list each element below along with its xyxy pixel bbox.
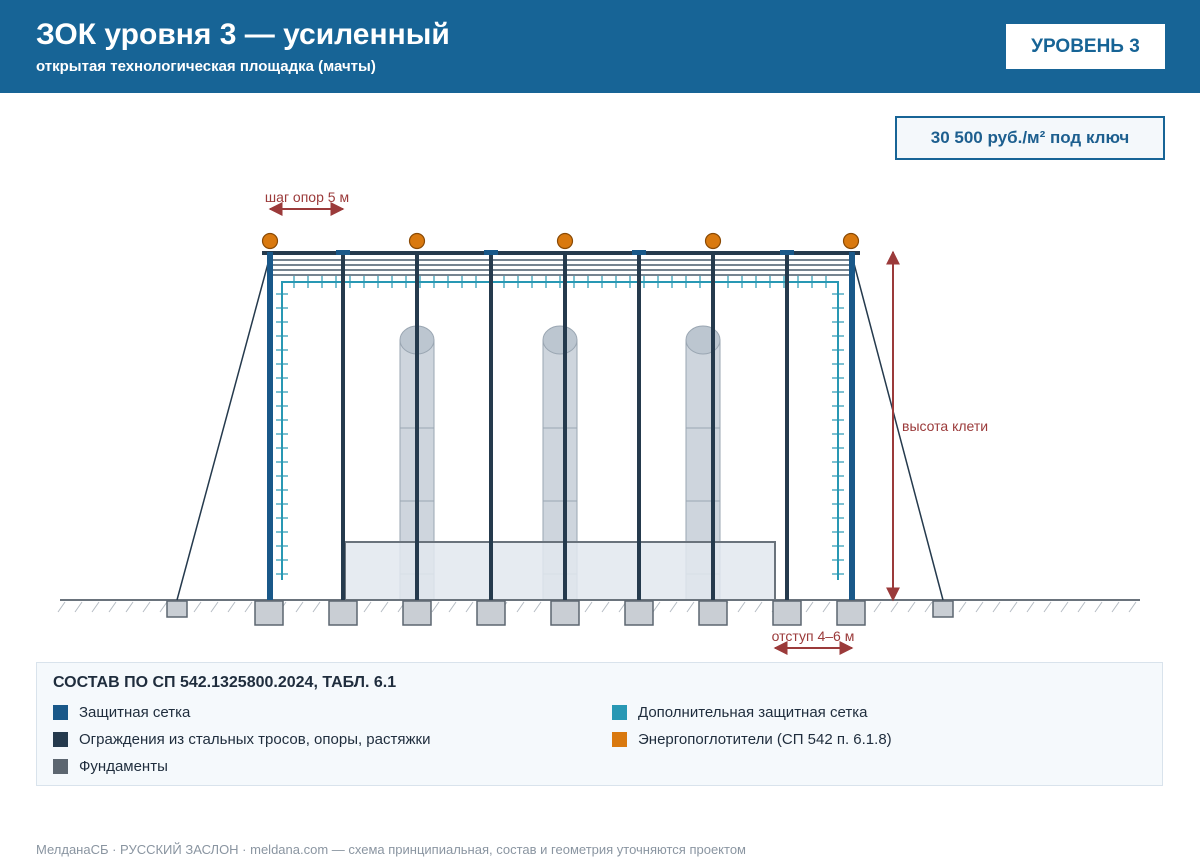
ground-hatch bbox=[1027, 602, 1034, 612]
ground-hatch bbox=[109, 602, 116, 612]
post-cap bbox=[780, 250, 794, 255]
foundation-block bbox=[329, 601, 357, 625]
ground-hatch bbox=[1129, 602, 1136, 612]
legend-item-protective-net bbox=[53, 704, 190, 721]
foundation-block bbox=[477, 601, 505, 625]
energy-absorbers bbox=[263, 234, 859, 249]
ground-hatch bbox=[517, 602, 524, 612]
ground-hatch bbox=[58, 602, 65, 612]
anchor-block bbox=[167, 601, 187, 617]
ground-hatch bbox=[738, 602, 745, 612]
foundation-block bbox=[773, 601, 801, 625]
ground-hatch bbox=[993, 602, 1000, 612]
ground-hatch bbox=[449, 602, 456, 612]
legend-label: Фундаменты bbox=[79, 758, 168, 775]
legend-swatch bbox=[612, 732, 627, 747]
ground-hatch bbox=[160, 602, 167, 612]
legend-label: Дополнительная защитная сетка bbox=[638, 704, 868, 721]
ground-hatch bbox=[1078, 602, 1085, 612]
post-cap bbox=[336, 250, 350, 255]
ground-hatch bbox=[670, 602, 677, 612]
ground-hatch bbox=[126, 602, 133, 612]
energy-absorber bbox=[558, 234, 573, 249]
ground-hatch bbox=[891, 602, 898, 612]
ground-hatch bbox=[1010, 602, 1017, 612]
foundation-block bbox=[255, 601, 283, 625]
ground-hatch bbox=[211, 602, 218, 612]
ground-hatch bbox=[534, 602, 541, 612]
foundation-block bbox=[837, 601, 865, 625]
post-spacing-label: шаг опор 5 м bbox=[264, 189, 350, 205]
foundation-block bbox=[625, 601, 653, 625]
ground-hatch bbox=[92, 602, 99, 612]
legend-label: Энергопоглотители (СП 542 п. 6.1.8) bbox=[638, 731, 892, 748]
energy-absorber bbox=[410, 234, 425, 249]
ground-hatch bbox=[143, 602, 150, 612]
legend-swatch bbox=[53, 705, 68, 720]
post-cap bbox=[484, 250, 498, 255]
ground-hatch bbox=[381, 602, 388, 612]
legend-item-foundations bbox=[53, 758, 168, 775]
level-badge: УРОВЕНЬ 3 bbox=[1006, 24, 1165, 69]
ground-hatch bbox=[466, 602, 473, 612]
energy-absorber bbox=[263, 234, 278, 249]
steel-cables bbox=[262, 253, 860, 275]
ground-hatch bbox=[806, 602, 813, 612]
dimension-post-spacing bbox=[265, 189, 349, 209]
cage-height-label: высота клети bbox=[902, 418, 989, 434]
page-title: ЗОК уровня 3 — усиленный bbox=[36, 18, 450, 51]
post-cap bbox=[632, 250, 646, 255]
ground-hatch bbox=[1044, 602, 1051, 612]
energy-absorber bbox=[844, 234, 859, 249]
legend-item-energy-absorbers bbox=[612, 731, 892, 748]
legend-swatch bbox=[53, 732, 68, 747]
page-subtitle: открытая технологическая площадка (мачты) bbox=[36, 58, 376, 75]
ground-hatch bbox=[925, 602, 932, 612]
footer-note: МелданаСБ · РУССКИЙ ЗАСЛОН · meldana.com — схема принципиальная, состав и геометрия уточняются проектом bbox=[36, 842, 746, 857]
legend-label: Защитная сетка bbox=[79, 704, 191, 721]
ground-hatch bbox=[1095, 602, 1102, 612]
ground-hatch bbox=[602, 602, 609, 612]
legend-item-cables-posts bbox=[53, 731, 430, 748]
ground-hatch bbox=[976, 602, 983, 612]
ground-hatch bbox=[364, 602, 371, 612]
dimension-cage-height bbox=[893, 252, 988, 600]
energy-absorber bbox=[706, 234, 721, 249]
foundations bbox=[167, 601, 953, 625]
ground-hatch bbox=[823, 602, 830, 612]
legend-title: СОСТАВ ПО СП 542.1325800.2024, ТАБЛ. 6.1 bbox=[53, 674, 397, 691]
foundation-block bbox=[403, 601, 431, 625]
ground-hatch bbox=[194, 602, 201, 612]
ground-hatch bbox=[687, 602, 694, 612]
ground-hatch bbox=[1061, 602, 1068, 612]
ground-hatch bbox=[245, 602, 252, 612]
legend-panel bbox=[36, 662, 1163, 786]
legend-item-additional-net bbox=[612, 704, 867, 721]
ground-hatch bbox=[1112, 602, 1119, 612]
foundation-block bbox=[699, 601, 727, 625]
legend-label: Ограждения из стальных тросов, опоры, растяжки bbox=[79, 731, 431, 748]
dimension-offset bbox=[772, 628, 855, 648]
ground-hatching bbox=[58, 602, 1136, 612]
guy-wire-left bbox=[177, 256, 270, 600]
ground-hatch bbox=[908, 602, 915, 612]
ground-hatch bbox=[959, 602, 966, 612]
legend-swatch bbox=[53, 759, 68, 774]
ground-hatch bbox=[432, 602, 439, 612]
legend-swatch bbox=[612, 705, 627, 720]
ground-hatch bbox=[313, 602, 320, 612]
price-badge: 30 500 руб./м² под ключ bbox=[895, 116, 1165, 160]
ground-hatch bbox=[75, 602, 82, 612]
ground-hatch bbox=[296, 602, 303, 612]
ground-hatch bbox=[585, 602, 592, 612]
foundation-block bbox=[551, 601, 579, 625]
ground-hatch bbox=[874, 602, 881, 612]
offset-label: отступ 4–6 м bbox=[771, 628, 855, 644]
building bbox=[345, 542, 775, 600]
ground-hatch bbox=[755, 602, 762, 612]
ground-hatch bbox=[653, 602, 660, 612]
ground-hatch bbox=[228, 602, 235, 612]
anchor-block bbox=[933, 601, 953, 617]
mast-top bbox=[543, 326, 577, 354]
